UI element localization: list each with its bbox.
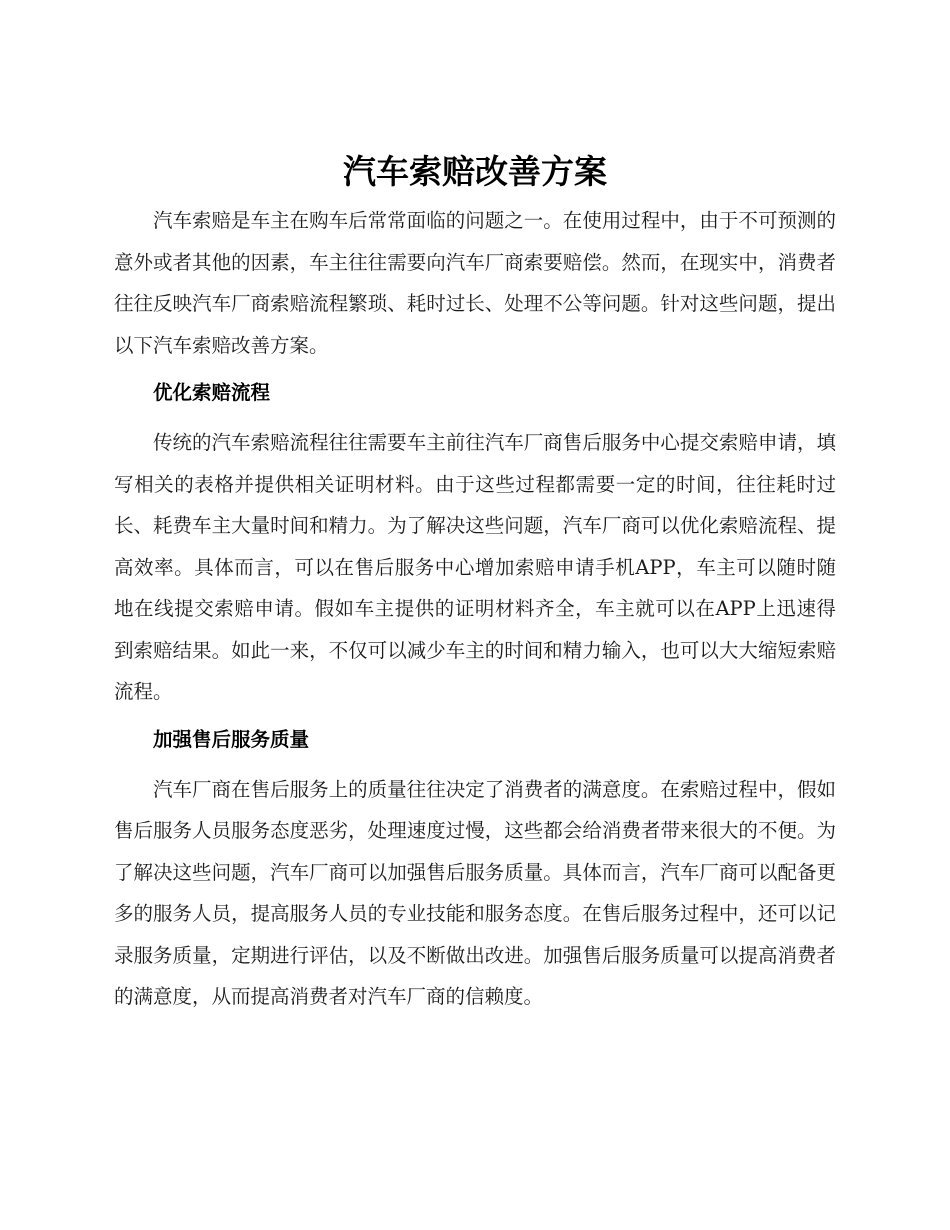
section-heading-optimize-process: 优化索赔流程	[153, 381, 271, 404]
document-title: 汽车索赔改善方案	[343, 152, 607, 191]
section-body-optimize-process: 传统的汽车索赔流程往往需要车主前往汽车厂商售后服务中心提交索赔申请，填写相关的表格并提供相关证明材料。由于这些过程都需要一定的时间，往往耗时过长、耗费车主大量时间和精力。为了解决这些问题，汽车厂商可以优化索赔流程、提高效率。具体而言，可以在售后服务中心增加索赔申请手机APP，车主可以随时随地在线提交索赔申请。假如车主提供的证明材料齐全，车主就可以在APP上迅速得到索赔结果。如此一来，不仅可以减少车主的时间和精力输入，也可以大大缩短索赔流程。	[114, 431, 836, 703]
document-body	[114, 200, 836, 1018]
section-body-service-quality: 汽车厂商在售后服务上的质量往往决定了消费者的满意度。在索赔过程中，假如售后服务人员服务态度恶劣，处理速度过慢，这些都会给消费者带来很大的不便。为了解决这些问题，汽车厂商可以加强售后服务质量。具体而言，汽车厂商可以配备更多的服务人员，提高服务人员的专业技能和服务态度。在售后服务过程中，还可以记录服务质量，定期进行评估，以及不断做出改进。加强售后服务质量可以提高消费者的满意度，从而提高消费者对汽车厂商的信赖度。	[114, 777, 836, 1008]
intro-paragraph: 汽车索赔是车主在购车后常常面临的问题之一。在使用过程中，由于不可预测的意外或者其他的因素，车主往往需要向汽车厂商索要赔偿。然而，在现实中，消费者往往反映汽车厂商索赔流程繁琐、耗时过长、处理不公等问题。针对这些问题，提出以下汽车索赔改善方案。	[114, 209, 836, 357]
section-heading-service-quality: 加强售后服务质量	[153, 727, 310, 751]
